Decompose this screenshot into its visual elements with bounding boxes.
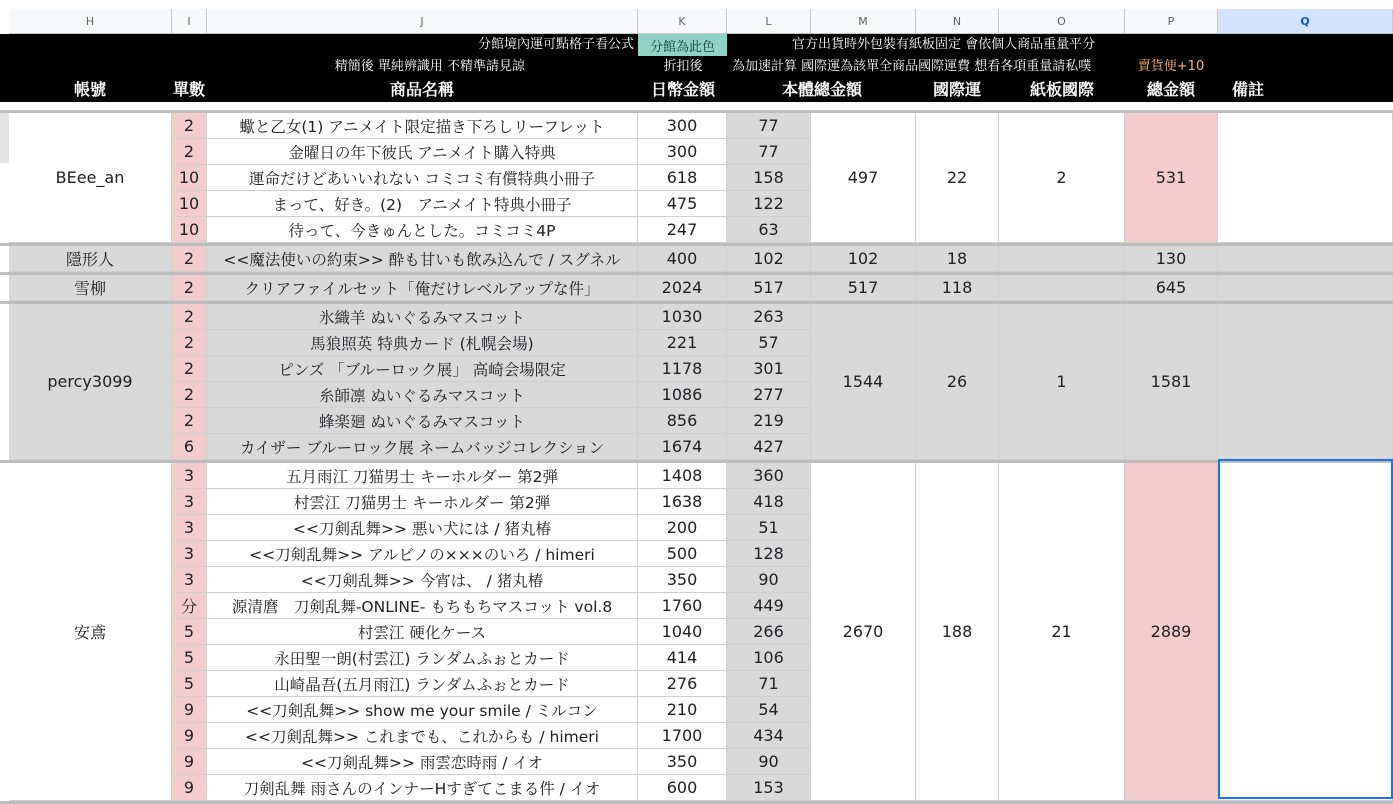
- order-count-cell[interactable]: 2: [172, 275, 207, 301]
- product-name-cell[interactable]: 永田聖一朗(村雲江) ランダムふぉとカード: [207, 645, 638, 671]
- discounted-amount-cell[interactable]: 77: [727, 113, 811, 139]
- yen-amount-cell[interactable]: 400: [638, 246, 727, 272]
- discounted-amount-cell[interactable]: 153: [727, 775, 811, 801]
- board-shipping-cell[interactable]: [999, 275, 1125, 301]
- yen-amount-cell[interactable]: 200: [638, 515, 727, 541]
- order-count-cell[interactable]: 2: [172, 382, 207, 408]
- discounted-amount-cell[interactable]: 54: [727, 697, 811, 723]
- order-count-cell[interactable]: 2: [172, 356, 207, 382]
- subtotal-cell[interactable]: 497: [811, 113, 916, 243]
- column-header-h[interactable]: H: [9, 9, 172, 34]
- account-cell[interactable]: 安鳶: [9, 463, 172, 801]
- product-name-cell[interactable]: <<刀剣乱舞>> show me your smile / ミルコン: [207, 697, 638, 723]
- international-shipping-cell[interactable]: 22: [916, 113, 999, 243]
- product-name-cell[interactable]: カイザー ブルーロック展 ネームバッジコレクション: [207, 434, 638, 460]
- column-header-n[interactable]: N: [916, 9, 999, 34]
- discounted-amount-cell[interactable]: 128: [727, 541, 811, 567]
- column-header-l[interactable]: L: [727, 9, 811, 34]
- order-count-cell[interactable]: 5: [172, 619, 207, 645]
- yen-amount-cell[interactable]: 856: [638, 408, 727, 434]
- discounted-amount-cell[interactable]: 90: [727, 567, 811, 593]
- yen-amount-cell[interactable]: 1700: [638, 723, 727, 749]
- international-shipping-cell[interactable]: 26: [916, 304, 999, 460]
- product-name-cell[interactable]: クリアファイルセット「俺だけレベルアップな件」: [207, 275, 638, 301]
- yen-amount-cell[interactable]: 210: [638, 697, 727, 723]
- account-cell[interactable]: BEee_an: [9, 113, 172, 243]
- header-yen-amount: 日幣金額: [650, 80, 716, 99]
- product-name-cell[interactable]: 蜂楽廻 ぬいぐるみマスコット: [207, 408, 638, 434]
- discounted-amount-cell[interactable]: 71: [727, 671, 811, 697]
- header-total: 總金額: [1146, 80, 1196, 99]
- column-header-o[interactable]: O: [999, 9, 1125, 34]
- discounted-amount-cell[interactable]: 517: [727, 275, 811, 301]
- discounted-amount-cell[interactable]: 63: [727, 217, 811, 243]
- product-name-cell[interactable]: 刀剣乱舞 雨さんのインナーHすぎてこまる件 / イオ: [207, 775, 638, 801]
- total-amount-cell[interactable]: 2889: [1125, 463, 1218, 801]
- international-shipping-cell[interactable]: 118: [916, 275, 999, 301]
- board-shipping-cell[interactable]: 21: [999, 463, 1125, 801]
- product-name-cell[interactable]: 金曜日の年下彼氏 アニメイト購入特典: [207, 139, 638, 165]
- product-name-cell[interactable]: <<刀剣乱舞>> 悪い犬には / 猪丸椿: [207, 515, 638, 541]
- discounted-amount-cell[interactable]: 90: [727, 749, 811, 775]
- product-name-cell[interactable]: 待って、今きゅんとした。コミコミ4P: [207, 217, 638, 243]
- product-name-cell[interactable]: 五月雨江 刀猫男士 キーホルダー 第2弾: [207, 463, 638, 489]
- discounted-amount-cell[interactable]: 434: [727, 723, 811, 749]
- column-header-q[interactable]: Q: [1218, 9, 1393, 34]
- banner-simplified-note: 精簡後 單純辨識用 不精準請見諒: [334, 59, 525, 74]
- product-name-cell[interactable]: 源清麿 刀剣乱舞-ONLINE- もちもちマスコット vol.8: [207, 593, 638, 619]
- discounted-amount-cell[interactable]: 219: [727, 408, 811, 434]
- product-name-cell[interactable]: 運命だけどあいいれない コミコミ有償特典小冊子: [207, 165, 638, 191]
- header-account: 帳號: [73, 80, 107, 99]
- header-product-name: 商品名稱: [389, 80, 455, 99]
- order-count-cell[interactable]: 3: [172, 463, 207, 489]
- product-name-cell[interactable]: <<魔法使いの約束>> 酔も甘いも飲み込んで / スグネル: [207, 246, 638, 272]
- yen-amount-cell[interactable]: 1086: [638, 382, 727, 408]
- account-cell[interactable]: percy3099: [9, 304, 172, 460]
- order-count-cell[interactable]: 3: [172, 515, 207, 541]
- order-count-cell[interactable]: 3: [172, 541, 207, 567]
- notes-cell[interactable]: [1218, 304, 1393, 460]
- header-international-shipping: 國際運: [932, 80, 982, 99]
- yen-amount-cell[interactable]: 414: [638, 645, 727, 671]
- order-count-cell[interactable]: 10: [172, 191, 207, 217]
- branch-color-legend: 分館為此色: [638, 34, 727, 56]
- banner-shipping-fee-label: 賣貨便+10: [1137, 59, 1205, 74]
- banner-discount-label: 折扣後: [663, 59, 703, 74]
- column-header-p[interactable]: P: [1125, 9, 1218, 34]
- order-count-cell[interactable]: 2: [172, 246, 207, 272]
- product-name-cell[interactable]: 馬狼照英 特典カード (札幌会場): [207, 330, 638, 356]
- yen-amount-cell[interactable]: 600: [638, 775, 727, 801]
- discounted-amount-cell[interactable]: 277: [727, 382, 811, 408]
- order-count-cell[interactable]: 3: [172, 567, 207, 593]
- order-count-cell[interactable]: 2: [172, 330, 207, 356]
- order-count-cell[interactable]: 6: [172, 434, 207, 460]
- yen-amount-cell[interactable]: 1178: [638, 356, 727, 382]
- subtotal-cell[interactable]: 1544: [811, 304, 916, 460]
- order-count-cell[interactable]: 9: [172, 697, 207, 723]
- order-count-cell[interactable]: 9: [172, 723, 207, 749]
- discounted-amount-cell[interactable]: 57: [727, 330, 811, 356]
- yen-amount-cell[interactable]: 500: [638, 541, 727, 567]
- yen-amount-cell[interactable]: 300: [638, 139, 727, 165]
- banner-shipping-note: 為加速計算 國際運為該單全商品國際運費 想看各項重量請私噗: [732, 59, 1092, 74]
- subtotal-cell[interactable]: 2670: [811, 463, 916, 801]
- product-name-cell[interactable]: まって、好き。(2) アニメイト特典小冊子: [207, 191, 638, 217]
- discounted-amount-cell[interactable]: 122: [727, 191, 811, 217]
- product-name-cell[interactable]: <<刀剣乱舞>> アルビノの×××のいろ / himeri: [207, 541, 638, 567]
- subtotal-cell[interactable]: 102: [811, 246, 916, 272]
- product-name-cell[interactable]: 蠍と乙女(1) アニメイト限定描き下ろしリーフレット: [207, 113, 638, 139]
- notes-cell[interactable]: [1218, 113, 1393, 243]
- yen-amount-cell[interactable]: 1030: [638, 304, 727, 330]
- order-count-cell[interactable]: 10: [172, 165, 207, 191]
- yen-amount-cell[interactable]: 1674: [638, 434, 727, 460]
- product-name-cell[interactable]: 山崎晶吾(五月雨江) ランダムふぉとカード: [207, 671, 638, 697]
- total-amount-cell[interactable]: 645: [1125, 275, 1218, 301]
- column-header-i[interactable]: I: [172, 9, 207, 34]
- column-header-m[interactable]: M: [811, 9, 916, 34]
- product-name-cell[interactable]: 糸師凛 ぬいぐるみマスコット: [207, 382, 638, 408]
- order-count-cell[interactable]: 2: [172, 408, 207, 434]
- board-shipping-cell[interactable]: [999, 246, 1125, 272]
- discounted-amount-cell[interactable]: 51: [727, 515, 811, 541]
- discounted-amount-cell[interactable]: 427: [727, 434, 811, 460]
- yen-amount-cell[interactable]: 618: [638, 165, 727, 191]
- subtotal-cell[interactable]: 517: [811, 275, 916, 301]
- total-amount-cell[interactable]: 130: [1125, 246, 1218, 272]
- product-name-cell[interactable]: 村雲江 硬化ケース: [207, 619, 638, 645]
- header-quantity: 單數: [172, 80, 206, 99]
- yen-amount-cell[interactable]: 350: [638, 749, 727, 775]
- notes-cell[interactable]: [1218, 463, 1393, 801]
- frozen-row-divider: [0, 102, 1393, 113]
- row-resize-strip[interactable]: [0, 113, 9, 163]
- order-count-cell[interactable]: 5: [172, 671, 207, 697]
- order-count-cell[interactable]: 9: [172, 775, 207, 801]
- column-header-j[interactable]: J: [207, 9, 638, 34]
- yen-amount-cell[interactable]: 1760: [638, 593, 727, 619]
- board-shipping-cell[interactable]: 1: [999, 304, 1125, 460]
- discounted-amount-cell[interactable]: 266: [727, 619, 811, 645]
- discounted-amount-cell[interactable]: 106: [727, 645, 811, 671]
- discounted-amount-cell[interactable]: 158: [727, 165, 811, 191]
- account-cell[interactable]: 隱形人: [9, 246, 172, 272]
- order-count-cell[interactable]: 2: [172, 113, 207, 139]
- international-shipping-cell[interactable]: 188: [916, 463, 999, 801]
- yen-amount-cell[interactable]: 276: [638, 671, 727, 697]
- order-count-cell[interactable]: 10: [172, 217, 207, 243]
- yen-amount-cell[interactable]: 475: [638, 191, 727, 217]
- board-shipping-cell[interactable]: 2: [999, 113, 1125, 243]
- discounted-amount-cell[interactable]: 77: [727, 139, 811, 165]
- banner-packaging-note: 官方出貨時外包裝有紙板固定 會依個人商品重量平分: [792, 37, 1096, 52]
- yen-amount-cell[interactable]: 247: [638, 217, 727, 243]
- yen-amount-cell[interactable]: 1638: [638, 489, 727, 515]
- yen-amount-cell[interactable]: 2024: [638, 275, 727, 301]
- yen-amount-cell[interactable]: 1408: [638, 463, 727, 489]
- yen-amount-cell[interactable]: 221: [638, 330, 727, 356]
- product-name-cell[interactable]: 村雲江 刀猫男士 キーホルダー 第2弾: [207, 489, 638, 515]
- product-name-cell[interactable]: <<刀剣乱舞>> 今宵は、 / 猪丸椿: [207, 567, 638, 593]
- discounted-amount-cell[interactable]: 102: [727, 246, 811, 272]
- product-name-cell[interactable]: 氷織羊 ぬいぐるみマスコット: [207, 304, 638, 330]
- notes-cell[interactable]: [1218, 275, 1393, 301]
- product-name-cell[interactable]: <<刀剣乱舞>> これまでも、これからも / himeri: [207, 723, 638, 749]
- discounted-amount-cell[interactable]: 301: [727, 356, 811, 382]
- yen-amount-cell[interactable]: 350: [638, 567, 727, 593]
- order-count-cell[interactable]: 2: [172, 139, 207, 165]
- total-amount-cell[interactable]: 531: [1125, 113, 1218, 243]
- order-count-cell[interactable]: 分: [172, 593, 207, 619]
- column-header-k[interactable]: K: [638, 9, 727, 34]
- yen-amount-cell[interactable]: 1040: [638, 619, 727, 645]
- discounted-amount-cell[interactable]: 418: [727, 489, 811, 515]
- banner-formula-note: 分館境內運可點格子看公式: [477, 37, 634, 52]
- order-count-cell[interactable]: 2: [172, 304, 207, 330]
- product-name-cell[interactable]: <<刀剣乱舞>> 雨雲恋時雨 / イオ: [207, 749, 638, 775]
- account-cell[interactable]: 雪柳: [9, 275, 172, 301]
- discounted-amount-cell[interactable]: 360: [727, 463, 811, 489]
- header-board-shipping: 紙板國際: [1029, 80, 1095, 99]
- header-notes: 備註: [1232, 80, 1265, 99]
- discounted-amount-cell[interactable]: 449: [727, 593, 811, 619]
- total-amount-cell[interactable]: 1581: [1125, 304, 1218, 460]
- yen-amount-cell[interactable]: 300: [638, 113, 727, 139]
- order-count-cell[interactable]: 3: [172, 489, 207, 515]
- header-subtotal: 本體總金額: [781, 80, 863, 99]
- product-name-cell[interactable]: ピンズ 「ブルーロック展」 高崎会場限定: [207, 356, 638, 382]
- international-shipping-cell[interactable]: 18: [916, 246, 999, 272]
- notes-cell[interactable]: [1218, 246, 1393, 272]
- discounted-amount-cell[interactable]: 263: [727, 304, 811, 330]
- order-count-cell[interactable]: 5: [172, 645, 207, 671]
- order-count-cell[interactable]: 9: [172, 749, 207, 775]
